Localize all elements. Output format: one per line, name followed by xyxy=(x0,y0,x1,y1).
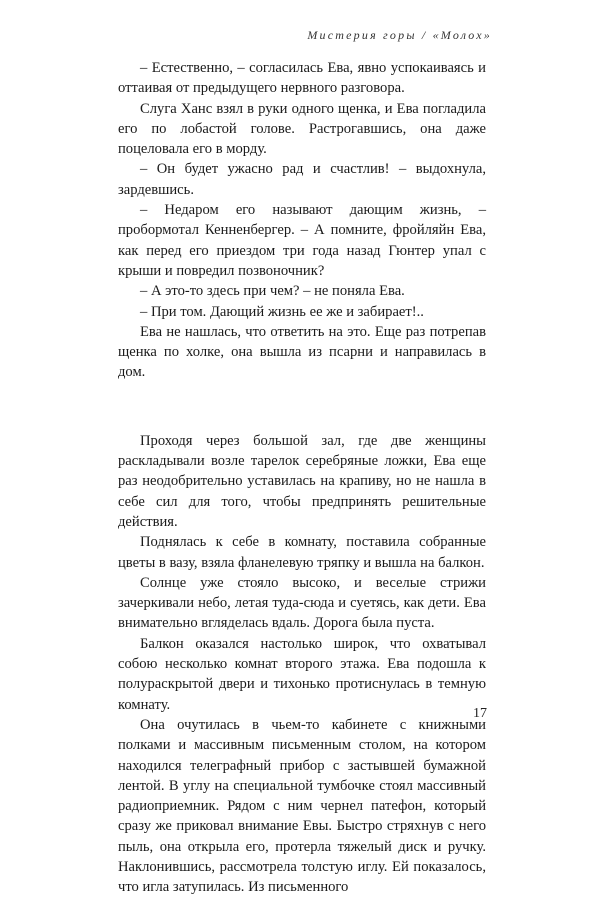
paragraph: – Он будет ужасно рад и счастлив! – выдохнула, зардевшись. xyxy=(118,161,486,198)
paragraph: – При том. Дающий жизнь ее же и забирает!.. xyxy=(140,303,424,320)
paragraph: – Естественно, – согласилась Ева, явно успокаиваясь и оттаивая от предыдущего нервного разговора. xyxy=(118,60,486,97)
paragraph: Поднялась к себе в комнату, поставила собранные цветы в вазу, взяла фланелевую тряпку и вышла на балкон. xyxy=(118,534,486,571)
paragraph: Она очутилась в чьем-то кабинете с книжными полками и массивным письменным столом, на котором находился телеграфный прибор с застывшей бумажной лентой. В углу на специальной тумбочке стоял массивный радиоприемник. Рядом с ним чернел патефон, который сразу же приковал внимание Евы. Быстро стряхнув с него пыль, она открыла его, протерла тяжелый диск и ручку. Наклонившись, рассмотрела толстую иглу. Ей показалось, что игла затупилась. Из письменного xyxy=(118,716,486,896)
paragraph: Солнце уже стояло высоко, и веселые стрижи зачеркивали небо, летая туда-сюда и суетясь, как дети. Ева внимательно вгляделась вдаль. Дорога была пуста. xyxy=(118,574,486,632)
paragraph: Балкон оказался настолько широк, что охватывал собою несколько комнат второго этажа. Ева подошла к полураскрытой двери и тихонько протиснулась в темную комнату. xyxy=(118,635,486,713)
paragraph: – Недаром его называют дающим жизнь, – пробормотал Кенненбергер. – А помните, фройляйн Ева, как перед его приездом три года назад Гюнтер упал с крыши и повредил позвоночник? xyxy=(118,202,486,279)
paragraph: – А это-то здесь при чем? – не поняла Ева. xyxy=(140,283,405,300)
section-break xyxy=(118,383,486,431)
body-text xyxy=(118,58,486,898)
paragraph: Ева не нашлась, что ответить на это. Еще раз потрепав щенка по холке, она вышла из псарни и направилась в дом. xyxy=(118,323,486,381)
paragraph: Проходя через большой зал, где две женщины раскладывали возле тарелок серебряные ложки, Ева еще раз неодобрительно уставилась на крапиву, но не нашла в себе сил для того, чтобы предпринять решительные действия. xyxy=(118,432,486,530)
paragraph: Слуга Ханс взял в руки одного щенка, и Ева погладила его по лобастой голове. Растрогавшись, она даже поцеловала его в морду. xyxy=(118,100,486,158)
running-head: Мистерия горы / «Молох» xyxy=(307,28,492,42)
page-number: 17 xyxy=(473,706,487,721)
